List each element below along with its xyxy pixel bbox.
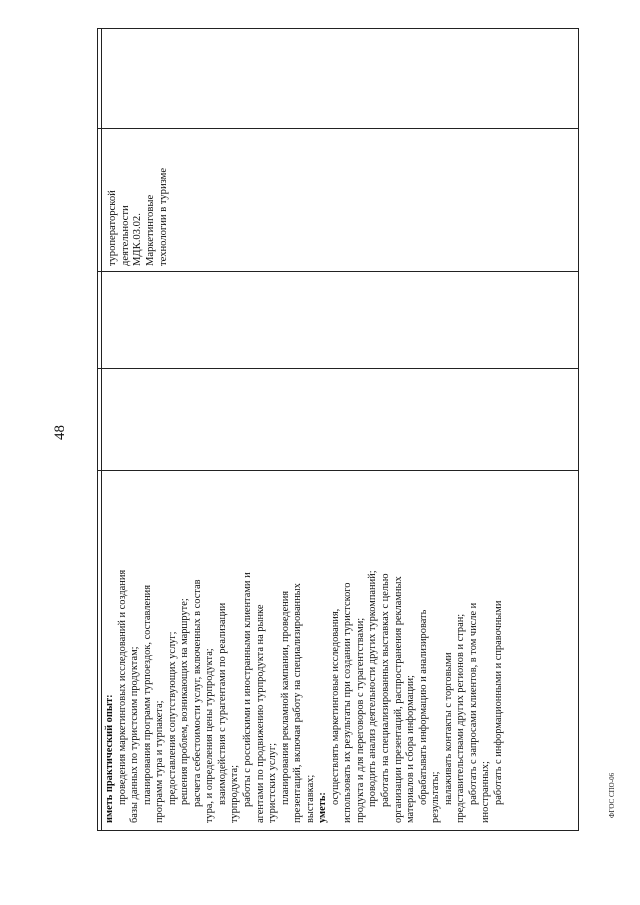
skills-line: представительствами других регионов и стран; bbox=[455, 613, 467, 823]
experience-line: планирования программ турпоездок, составления bbox=[141, 585, 153, 805]
skills-line: иностранных; bbox=[480, 761, 492, 823]
experience-line: тура, и определения цены турпродукта; bbox=[204, 648, 216, 823]
skills-line: материалов и сбора информации; bbox=[405, 675, 417, 823]
experience-line: расчета себестоимости услуг, включенных в состав bbox=[191, 579, 203, 807]
table-border-left bbox=[97, 28, 98, 831]
experience-line: туристских услуг; bbox=[267, 743, 279, 823]
table-border-bottom bbox=[97, 830, 579, 831]
heading-skills: уметь: bbox=[317, 792, 329, 823]
skills-line: работать на специализированных выставках с целью bbox=[380, 573, 392, 807]
skills-line: осуществлять маркетинговые исследования, bbox=[329, 608, 341, 805]
skills-line: налаживать контакты с торговыми bbox=[442, 652, 454, 805]
module-line: туроператорской bbox=[107, 190, 118, 266]
experience-line: работы с российскими и иностранными клиентами и bbox=[242, 572, 254, 807]
module-cell-text bbox=[107, 168, 171, 266]
experience-line: предоставления сопутствующих услуг; bbox=[166, 631, 178, 805]
skills-line: продукта и для переговоров с турагентствами; bbox=[354, 617, 366, 823]
row-divider-2 bbox=[97, 271, 579, 272]
experience-line: взаимодействия с турагентами по реализации bbox=[216, 602, 228, 805]
experience-line: базы данных по туристским продуктам; bbox=[129, 646, 141, 823]
table-border-right bbox=[578, 28, 579, 831]
skills-line: организации презентаций, распространения рекламных bbox=[392, 576, 404, 823]
experience-line: планирования рекламной кампании, проведения bbox=[279, 590, 291, 805]
experience-line: проведения маркетинговых исследований и создания bbox=[116, 569, 128, 805]
experience-line: агентами по продвижению турпродукта на рынке bbox=[254, 604, 266, 823]
module-code: МДК.03.02. bbox=[132, 213, 144, 266]
skills-line: обрабатывать информацию и анализировать bbox=[417, 609, 429, 805]
module-line: деятельности bbox=[119, 205, 131, 266]
skills-line: работать с информационными и справочными bbox=[492, 600, 504, 805]
module-line: технологии в туризме bbox=[157, 167, 169, 266]
page-number: 48 bbox=[52, 425, 68, 440]
competency-cell-text bbox=[104, 570, 506, 823]
row-divider-3 bbox=[97, 368, 579, 369]
skills-line: результаты; bbox=[430, 771, 442, 823]
heading-experience: иметь практический опыт: bbox=[104, 694, 115, 823]
skills-line: работать с запросами клиентов, в том числе и bbox=[467, 602, 479, 805]
experience-line: турпродукта; bbox=[229, 764, 241, 823]
experience-line: программ тура и турпакета; bbox=[154, 700, 166, 823]
row-divider-4 bbox=[97, 470, 579, 471]
row-divider-1 bbox=[97, 128, 579, 129]
column-divider bbox=[101, 28, 102, 831]
table-border-top bbox=[97, 28, 579, 29]
experience-line: решения проблем, возникающих на маршруте; bbox=[179, 598, 191, 805]
skills-line: использовать их результаты при создании туристского bbox=[342, 582, 354, 823]
skills-line: проводить анализ деятельности других туркомпаний; bbox=[367, 570, 379, 807]
document-footer: ФГОС СПО-06 bbox=[608, 772, 616, 818]
experience-line: выставках; bbox=[304, 774, 316, 823]
module-line: Маркетинговые bbox=[145, 194, 157, 266]
experience-line: презентаций, включая работу на специализированных bbox=[292, 583, 304, 823]
